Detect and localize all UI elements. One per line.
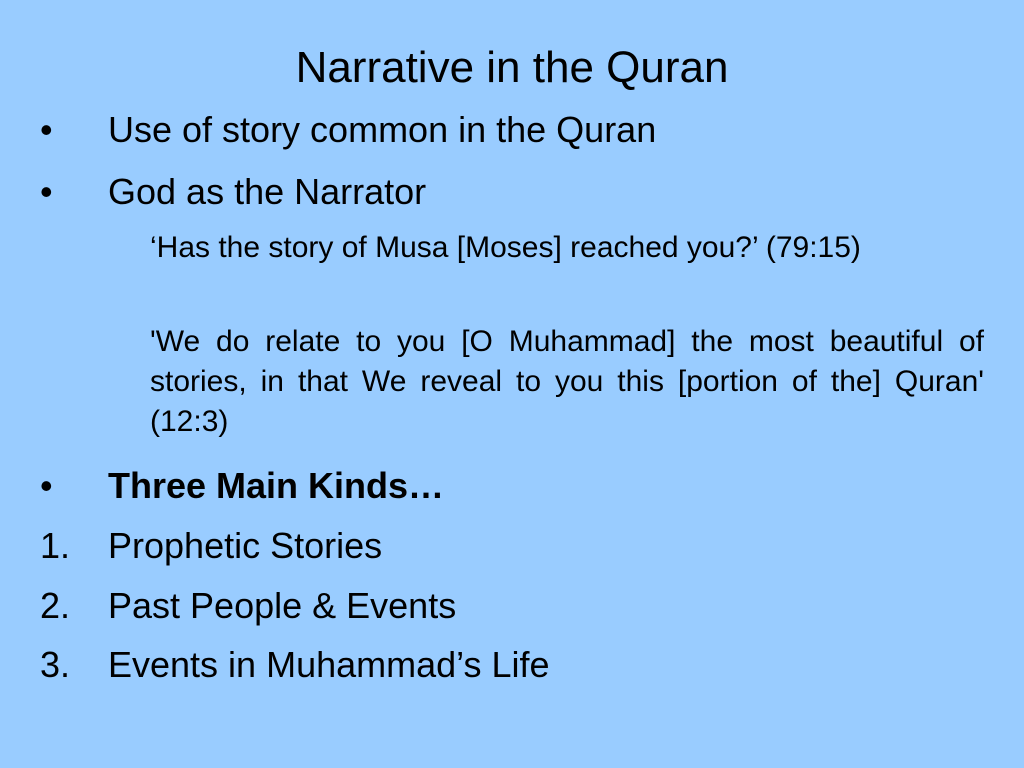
number-marker: 1. <box>40 525 71 566</box>
number-marker: 2. <box>40 585 71 626</box>
bullet-marker: • <box>40 465 53 506</box>
kinds-heading-text: Three Main Kinds… <box>108 465 445 506</box>
numbered-text: Past People & Events <box>108 585 457 626</box>
quote-musa: ‘Has the story of Musa [Moses] reached you?’ (79:15) <box>150 231 861 264</box>
bullet-text: God as the Narrator <box>108 171 427 212</box>
numbered-text: Prophetic Stories <box>108 525 383 566</box>
quote-muhammad: 'We do relate to you [O Muhammad] the most beautiful of stories, in that We reveal to you this [portion of the] Quran' (12:3) <box>150 325 984 438</box>
bullet-text: Use of story common in the Quran <box>108 109 657 150</box>
numbered-text: Events in Muhammad’s Life <box>108 644 550 685</box>
bullet-marker: • <box>40 171 53 212</box>
bullet-marker: • <box>40 109 53 150</box>
number-marker: 3. <box>40 644 71 685</box>
slide-title: Narrative in the Quran <box>295 43 729 92</box>
